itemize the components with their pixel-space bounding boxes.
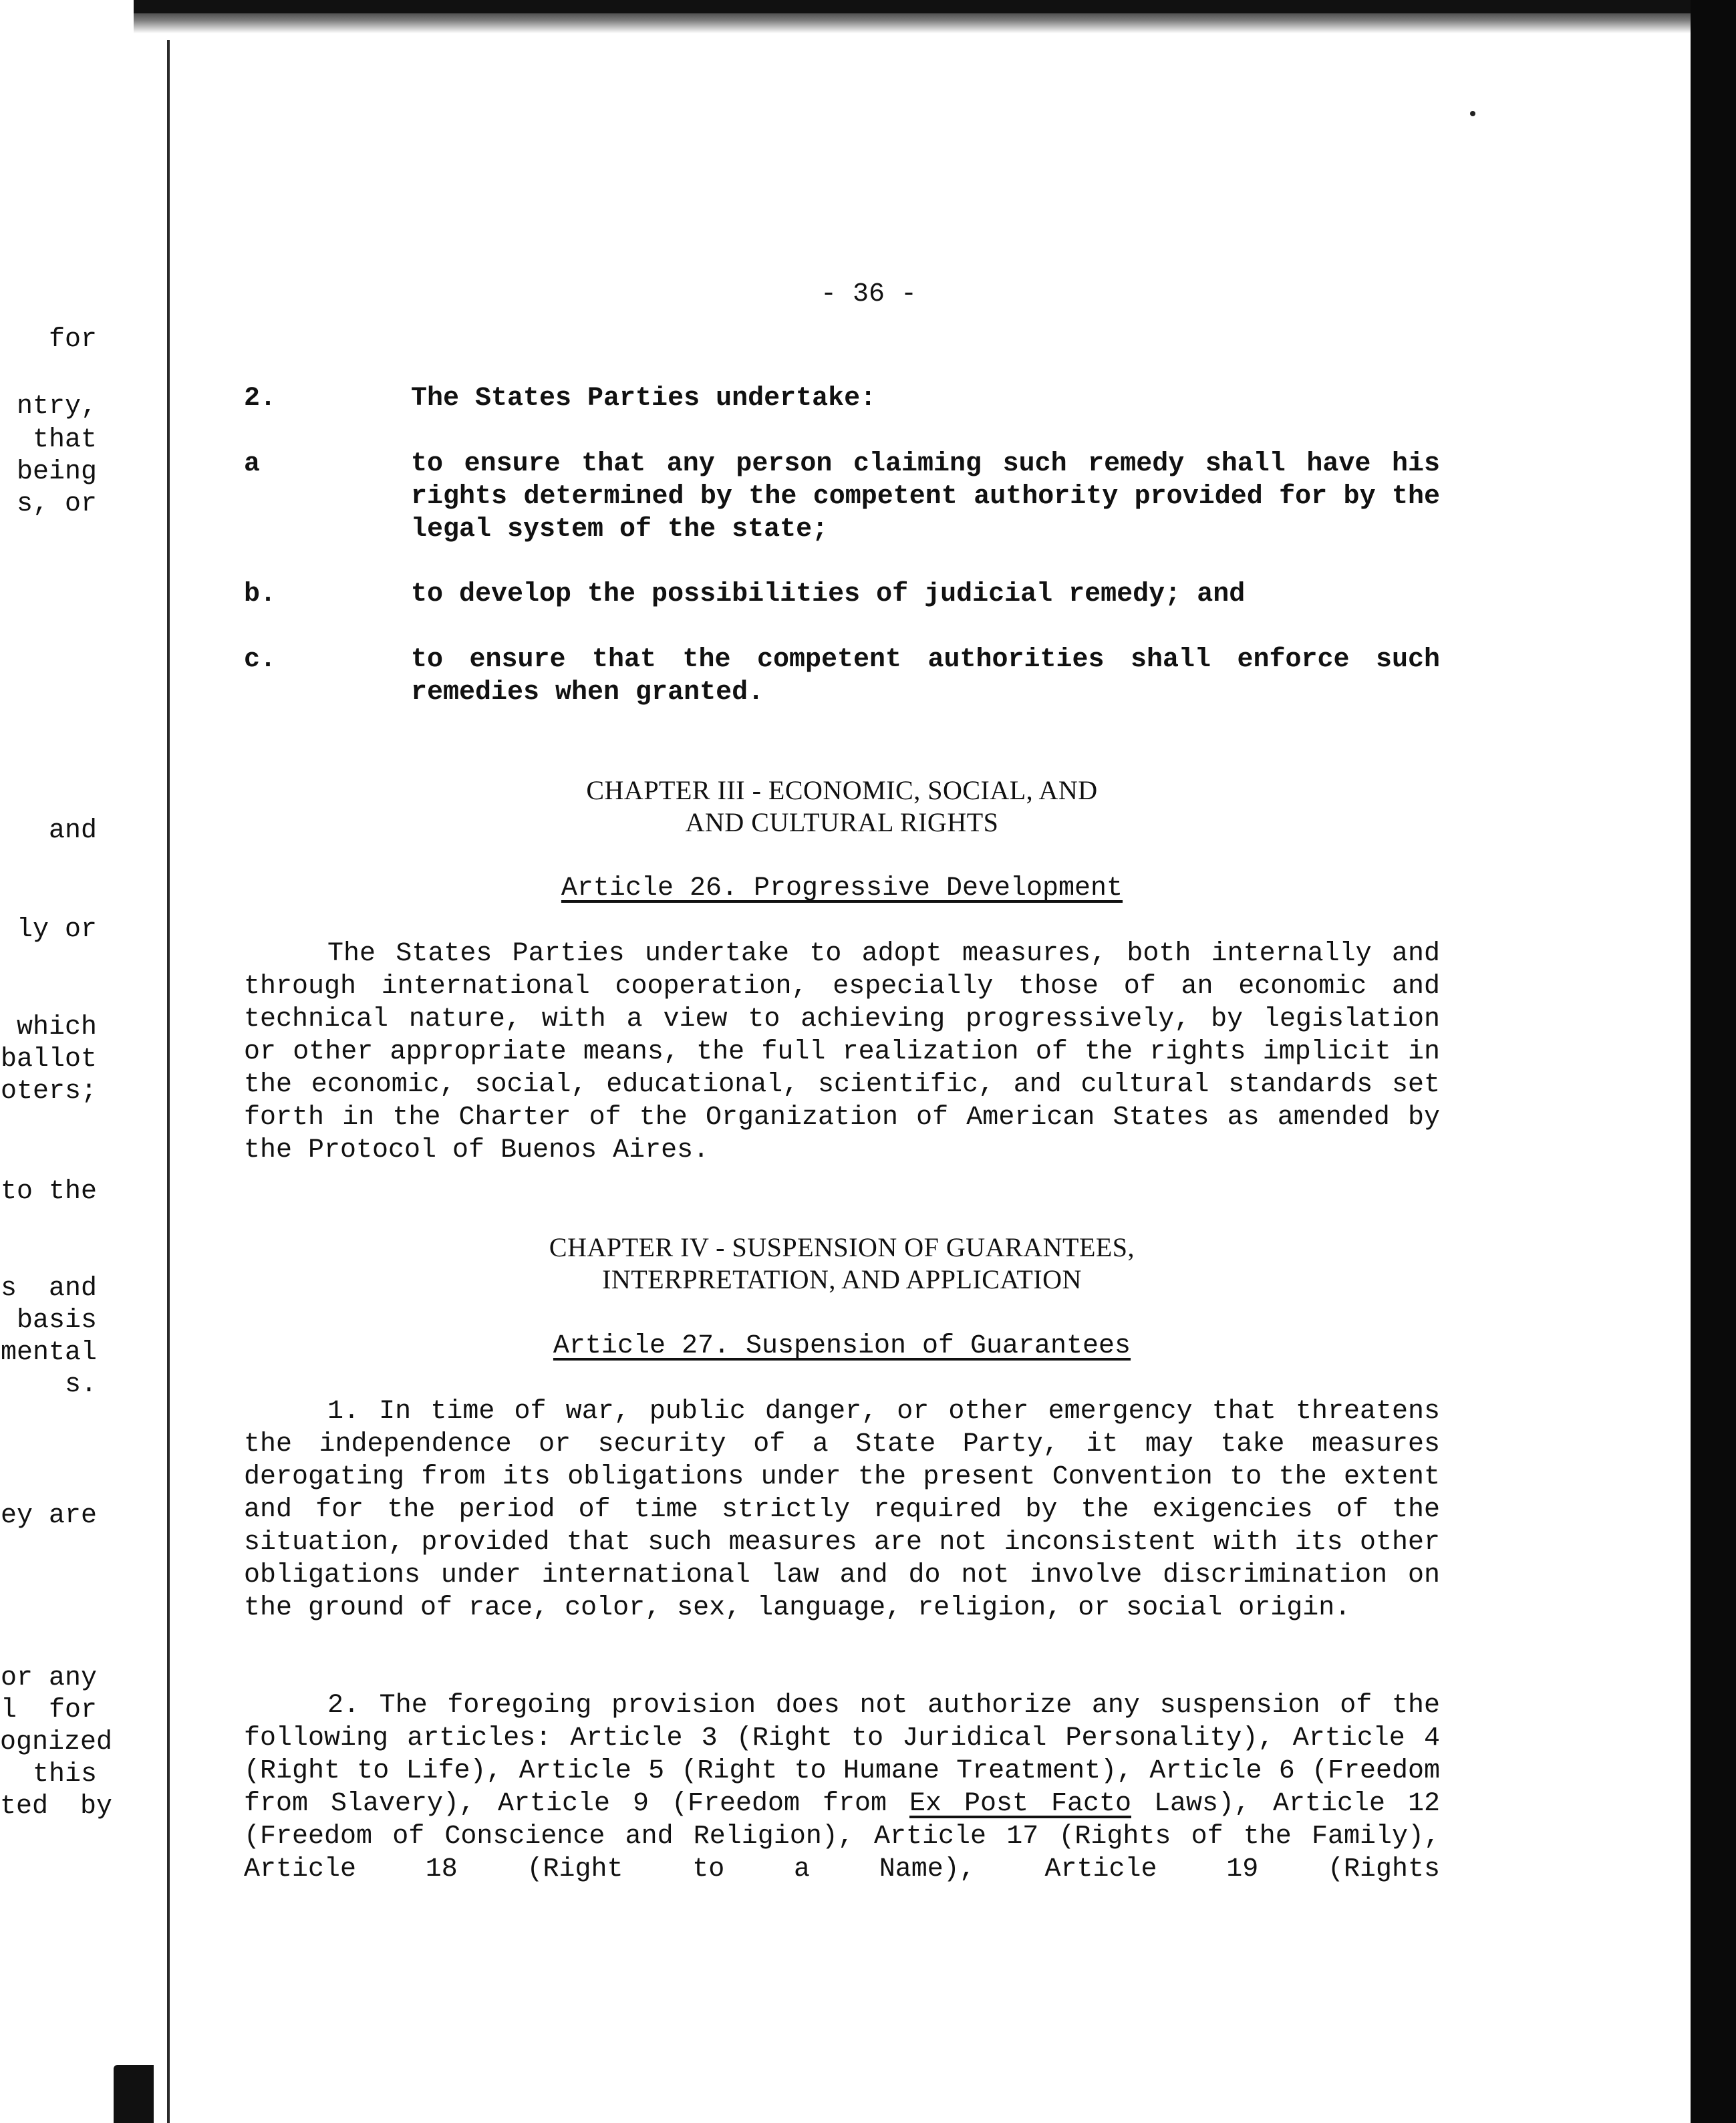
margin-fragment: ognized <box>0 1727 113 1757</box>
list-item-text: to develop the possibilities of judicial remedy; and <box>411 579 1246 609</box>
margin-fragment: ntry, <box>16 392 97 422</box>
section-heading: The States Parties undertake: <box>411 384 877 414</box>
margin-fragment: s. <box>64 1370 97 1400</box>
section-number: 2. <box>244 384 277 414</box>
scan-right-border <box>1691 0 1736 2123</box>
margin-fragment: basis <box>16 1306 97 1336</box>
margin-fragment: s, or <box>16 489 97 519</box>
article-27-paragraph-1: 1. In time of war, public danger, or other emergency that threatens the independence or security of a State Party, it may take measures derogating from its obligations under the present Convention to the extent and for the period of time strictly required by the exigencies of the situation, provided that such measures are not inconsistent with its other obligations under international law and do not involve discrimination on the ground of race, color, sex, language, religion, or social origin. <box>244 1397 1440 1623</box>
chapter-title-continued: AND CULTURAL RIGHTS <box>685 807 999 837</box>
margin-fragment: or any <box>0 1663 97 1693</box>
paragraph-text: 2. The foregoing provision does not authorize any suspension of the following articles: Article 3 (Right to Juridical Personality), Article 4 (Right to Life), Article 5 (Right to Humane Treatment), Article 6 (Freedom from Slavery), Article 9 (Freedom from <box>244 1691 1440 1819</box>
paragraph-text: Laws), Article 12 (Freedom of Conscience and Religion), Article 17 (Rights of the Family), Article 18 (Right to a Name), Article 19 (Rights <box>244 1789 1440 1884</box>
margin-fragment: l for <box>0 1695 97 1725</box>
margin-fragment: for <box>48 325 97 355</box>
scan-speck <box>1470 111 1475 116</box>
list-item-label: a <box>244 449 261 479</box>
margin-fragment: oters; <box>0 1077 97 1107</box>
list-item-label: b. <box>244 579 277 609</box>
scan-corner-artifact <box>114 2065 154 2123</box>
article-heading: Article 26. Progressive Development <box>561 873 1123 903</box>
underlined-term: Ex Post Facto <box>909 1789 1131 1819</box>
list-item-label: c. <box>244 645 277 675</box>
margin-fragment: ey are <box>0 1501 97 1531</box>
article-heading: Article 27. Suspension of Guarantees <box>553 1331 1131 1361</box>
chapter-title: CHAPTER III - ECONOMIC, SOCIAL, AND <box>586 775 1098 805</box>
margin-fragment: which <box>16 1012 97 1042</box>
margin-fragment: and <box>48 816 97 846</box>
margin-fragment: ted by <box>0 1792 113 1822</box>
margin-fragment: ballot <box>0 1044 97 1075</box>
list-item-text: to ensure that the competent authorities shall enforce such remedies when granted. <box>411 645 1440 708</box>
list-item-text: to ensure that any person claiming such remedy shall have his rights determined by the competent authority provided for by the legal system of the state; <box>411 449 1440 545</box>
page-number: - 36 - <box>820 279 917 309</box>
page-left-edge <box>167 40 170 2123</box>
margin-fragment: to the <box>0 1177 97 1207</box>
margin-fragment: mental <box>0 1338 97 1368</box>
margin-fragment: s and <box>0 1274 97 1304</box>
margin-fragment: this <box>32 1759 97 1790</box>
margin-fragment: that <box>32 425 97 455</box>
margin-fragment: ly or <box>16 915 97 945</box>
margin-fragment: being <box>16 457 97 487</box>
chapter-title: CHAPTER IV - SUSPENSION OF GUARANTEES, <box>549 1232 1135 1262</box>
chapter-title-continued: INTERPRETATION, AND APPLICATION <box>602 1264 1082 1294</box>
article-27-paragraph-2 <box>244 1689 1440 1886</box>
document-body <box>244 0 1440 2123</box>
article-26-body: The States Parties undertake to adopt measures, both internally and through international cooperation, especially those of an economic and technical nature, with a view to achieving progressively, by legislation or other appropriate means, the full realization of the rights implicit in the economic, social, educational, scientific, and cultural standards set forth in the Charter of the Organization of American States as amended by the Protocol of Buenos Aires. <box>244 939 1440 1165</box>
